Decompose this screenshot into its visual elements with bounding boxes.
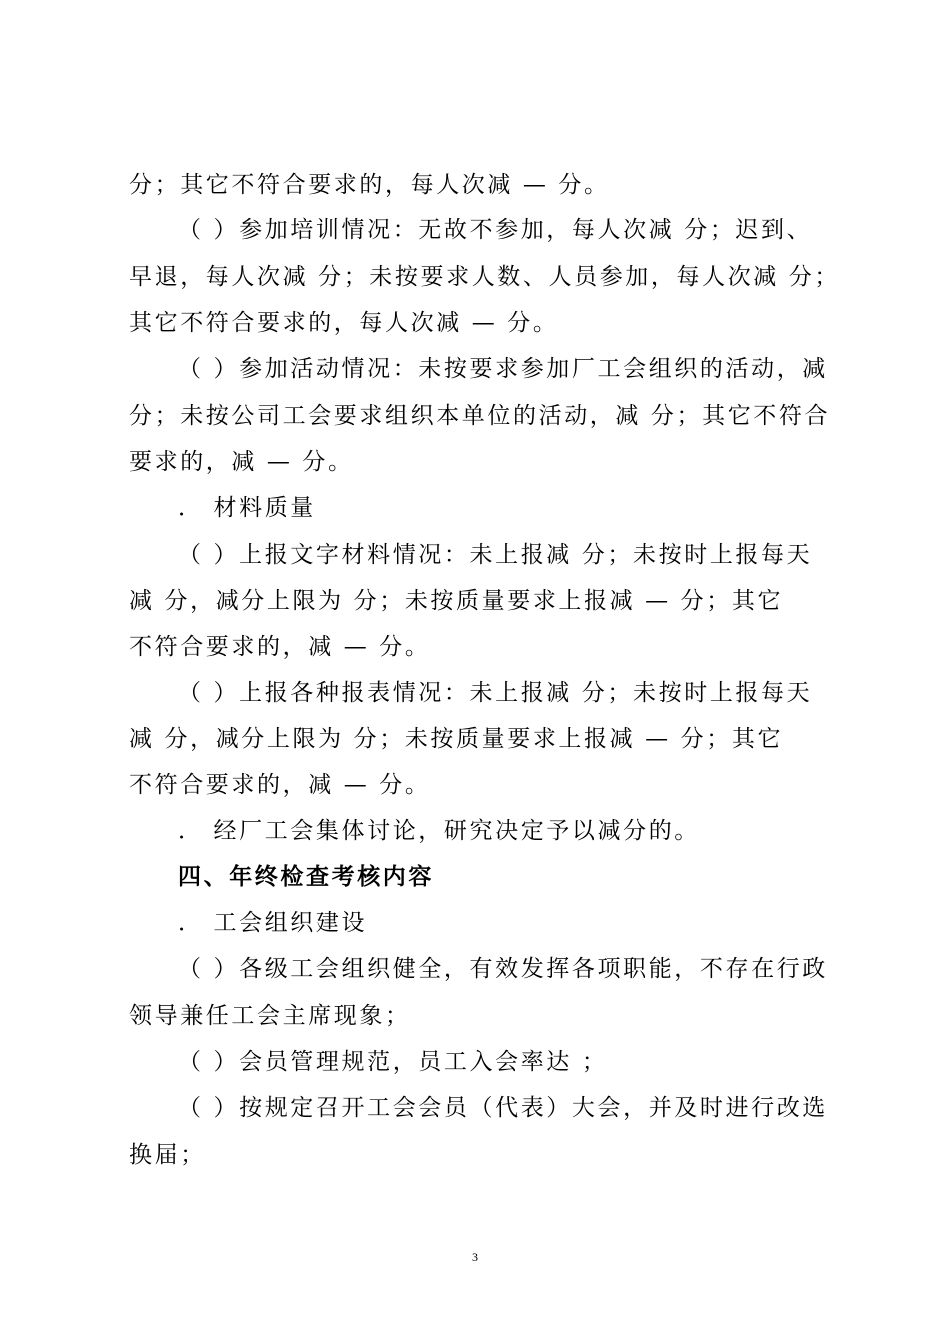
body-text-line: 分；未按公司工会要求组织本单位的活动，减 分；其它不符合 <box>129 403 831 429</box>
body-text-line: （ ）上报文字材料情况：未上报减 分；未按时上报每天 <box>178 542 813 568</box>
body-text-line: （ ）参加活动情况：未按要求参加厂工会组织的活动，减 <box>178 356 828 382</box>
body-text-line: （ ）参加培训情况：无故不参加，每人次减 分；迟到、 <box>178 217 813 243</box>
body-text-line: （ ）各级工会组织健全，有效发挥各项职能，不存在行政 <box>178 956 828 982</box>
body-text-line: 减 分，减分上限为 分；未按质量要求上报减 — 分；其它 <box>129 726 784 752</box>
body-text-line: 不符合要求的，减 — 分。 <box>129 634 431 660</box>
body-text-line: 减 分，减分上限为 分；未按质量要求上报减 — 分；其它 <box>129 588 784 614</box>
body-text-line: （ ）会员管理规范，员工入会率达 ； <box>178 1049 608 1075</box>
section-heading: 四、年终检查考核内容 <box>178 864 434 890</box>
body-text-line: ． 经厂工会集体讨论，研究决定予以减分的。 <box>178 818 700 844</box>
section-subheading: ． 工会组织建设 <box>178 910 368 936</box>
body-text-line: 其它不符合要求的，每人次减 — 分。 <box>129 310 559 336</box>
body-text-line: （ ）按规定召开工会会员（代表）大会，并及时进行改选 <box>178 1095 828 1121</box>
body-text-line: 换届； <box>129 1142 206 1168</box>
page-number: 3 <box>472 1250 478 1264</box>
section-subheading: ． 材料质量 <box>178 495 316 521</box>
body-text-line: 不符合要求的，减 — 分。 <box>129 772 431 798</box>
body-text-line: 要求的，减 — 分。 <box>129 449 354 475</box>
body-text-line: 领导兼任工会主席现象； <box>129 1003 411 1029</box>
body-text-line: 分；其它不符合要求的，每人次减 — 分。 <box>129 172 610 198</box>
body-text-line: （ ）上报各种报表情况：未上报减 分；未按时上报每天 <box>178 680 813 706</box>
body-text-line: 早退，每人次减 分；未按要求人数、人员参加，每人次减 分； <box>129 264 841 290</box>
